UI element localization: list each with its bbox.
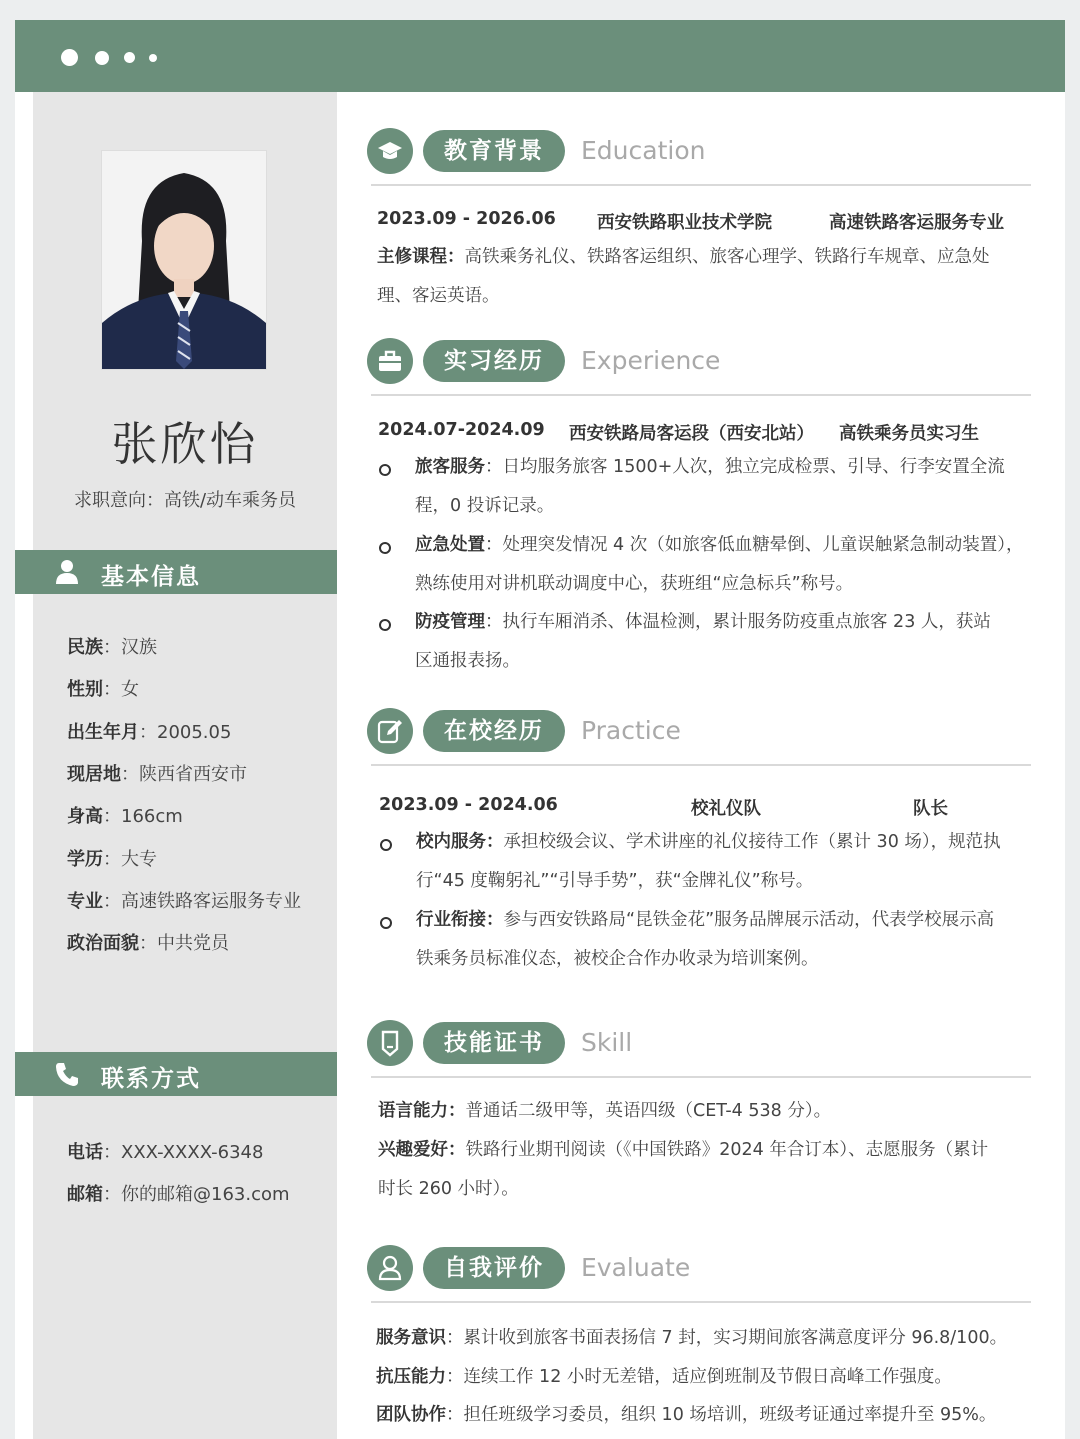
bullet-icon (379, 619, 391, 631)
decor-dot (124, 52, 135, 63)
evaluate-header (365, 1239, 1031, 1299)
practice-period: 2023.09 - 2024.06 (379, 795, 558, 815)
skill-hobby: 兴趣爱好：铁路行业期刊阅读（《中国铁路》2024 年合订本）、志愿服务（累计 时长 260 小时）。 (378, 1140, 989, 1199)
divider (371, 184, 1031, 186)
experience-item: 防疫管理：执行车厢消杀、体温检测，累计服务防疫重点旅客 23 人，获站 区通报表扬。 (415, 612, 991, 671)
experience-org: 西安铁路局客运段（西安北站） (569, 424, 814, 444)
profile-photo (101, 150, 267, 370)
experience-title-en: Experience (581, 346, 721, 375)
practice-org: 校礼仪队 (691, 799, 761, 819)
person-icon (376, 1254, 404, 1282)
practice-badge (367, 708, 413, 754)
evaluate-badge (367, 1245, 413, 1291)
practice-role: 队长 (913, 799, 948, 819)
divider (371, 764, 1031, 766)
resume-page (15, 20, 1065, 1439)
bullet-icon (379, 542, 391, 554)
evaluate-item: 服务意识：累计收到旅客书面表扬信 7 封，实习期间旅客满意度评分 96.8/100。 (376, 1328, 1008, 1348)
education-school: 西安铁路职业技术学院 (597, 213, 772, 233)
experience-role: 高铁乘务员实习生 (839, 424, 979, 444)
education-title: 教育背景 (423, 130, 565, 172)
practice-title-en: Practice (581, 716, 681, 745)
experience-header (365, 332, 1031, 392)
education-major: 高速铁路客运服务专业 (829, 213, 1004, 233)
basic-info-header (15, 550, 337, 594)
contact-header (15, 1052, 337, 1096)
bullet-icon (379, 464, 391, 476)
evaluate-title: 自我评价 (423, 1247, 565, 1289)
job-intent: 求职意向：高铁/动车乘务员 (73, 490, 297, 511)
decor-dot (149, 54, 157, 62)
bullet-icon (380, 839, 392, 851)
divider (371, 394, 1031, 396)
evaluate-item: 抗压能力：连续工作 12 小时无差错，适应倒班制及节假日高峰工作强度。 (376, 1367, 952, 1387)
bullet-icon (380, 917, 392, 929)
contact-title: 联系方式 (101, 1066, 201, 1092)
experience-item: 应急处置：处理突发情况 4 次（如旅客低血糖晕倒、儿童误触紧急制动装置）， 熟练使用对讲机联动调度中心，获班组“应急标兵”称号。 (415, 535, 1024, 594)
practice-title: 在校经历 (423, 710, 565, 752)
education-courses: 主修课程：高铁乘务礼仪、铁路客运组织、旅客心理学、铁路行车规章、应急处 理、客运英语。 (377, 247, 990, 306)
info-row: 现居地：陕西省西安市 (67, 764, 247, 785)
info-row: 民族：汉族 (67, 637, 157, 658)
basic-info-title: 基本信息 (101, 564, 201, 590)
skill-title-en: Skill (581, 1028, 633, 1057)
candidate-name: 张欣怡 (111, 417, 259, 471)
edit-icon (376, 717, 404, 745)
evaluate-title-en: Evaluate (581, 1253, 691, 1282)
decor-dot (61, 49, 78, 66)
evaluate-item: 团队协作：担任班级学习委员，组织 10 场培训，班级考证通过率提升至 95%。 (376, 1405, 997, 1425)
skill-language: 语言能力：普通话二级甲等，英语四级（CET-4 538 分）。 (378, 1101, 832, 1121)
info-row: 性别：女 (67, 679, 139, 700)
education-title-en: Education (581, 136, 706, 165)
education-period: 2023.09 - 2026.06 (377, 209, 556, 229)
education-badge (367, 128, 413, 174)
info-row: 专业：高速铁路客运服务专业 (67, 891, 301, 912)
practice-item: 校内服务：承担校级会议、学术讲座的礼仪接待工作（累计 30 场），规范执 行“45 度鞠躬礼”“引导手势”，获“金牌礼仪”称号。 (416, 832, 1001, 891)
user-icon (53, 558, 81, 586)
graduation-cap-icon (376, 137, 404, 165)
top-bar (15, 20, 1065, 92)
contact-email: 邮箱：你的邮箱@163.com (67, 1184, 290, 1205)
experience-title: 实习经历 (423, 340, 565, 382)
experience-item: 旅客服务：日均服务旅客 1500+人次，独立完成检票、引导、行李安置全流 程，0 投诉记录。 (415, 457, 1005, 516)
practice-header (365, 702, 1031, 762)
info-row: 学历：大专 (67, 849, 157, 870)
decor-dot (95, 51, 109, 65)
skill-badge (367, 1020, 413, 1066)
practice-item: 行业衔接：参与西安铁路局“昆铁金花”服务品牌展示活动，代表学校展示高 铁乘务员标准仪态，被校企合作办收录为培训案例。 (416, 910, 995, 969)
divider (371, 1076, 1031, 1078)
info-row: 政治面貌：中共党员 (67, 933, 229, 954)
skill-header (365, 1014, 1031, 1074)
experience-period: 2024.07-2024.09 (378, 420, 545, 440)
divider (371, 1301, 1031, 1303)
info-row: 身高：166cm (67, 806, 183, 827)
education-header (365, 122, 1031, 182)
skill-title: 技能证书 (423, 1022, 565, 1064)
bookmark-icon (376, 1029, 404, 1057)
contact-phone: 电话：XXX-XXXX-6348 (67, 1142, 264, 1163)
info-row: 出生年月：2005.05 (67, 722, 232, 743)
phone-icon (53, 1060, 81, 1088)
experience-badge (367, 338, 413, 384)
briefcase-icon (376, 347, 404, 375)
